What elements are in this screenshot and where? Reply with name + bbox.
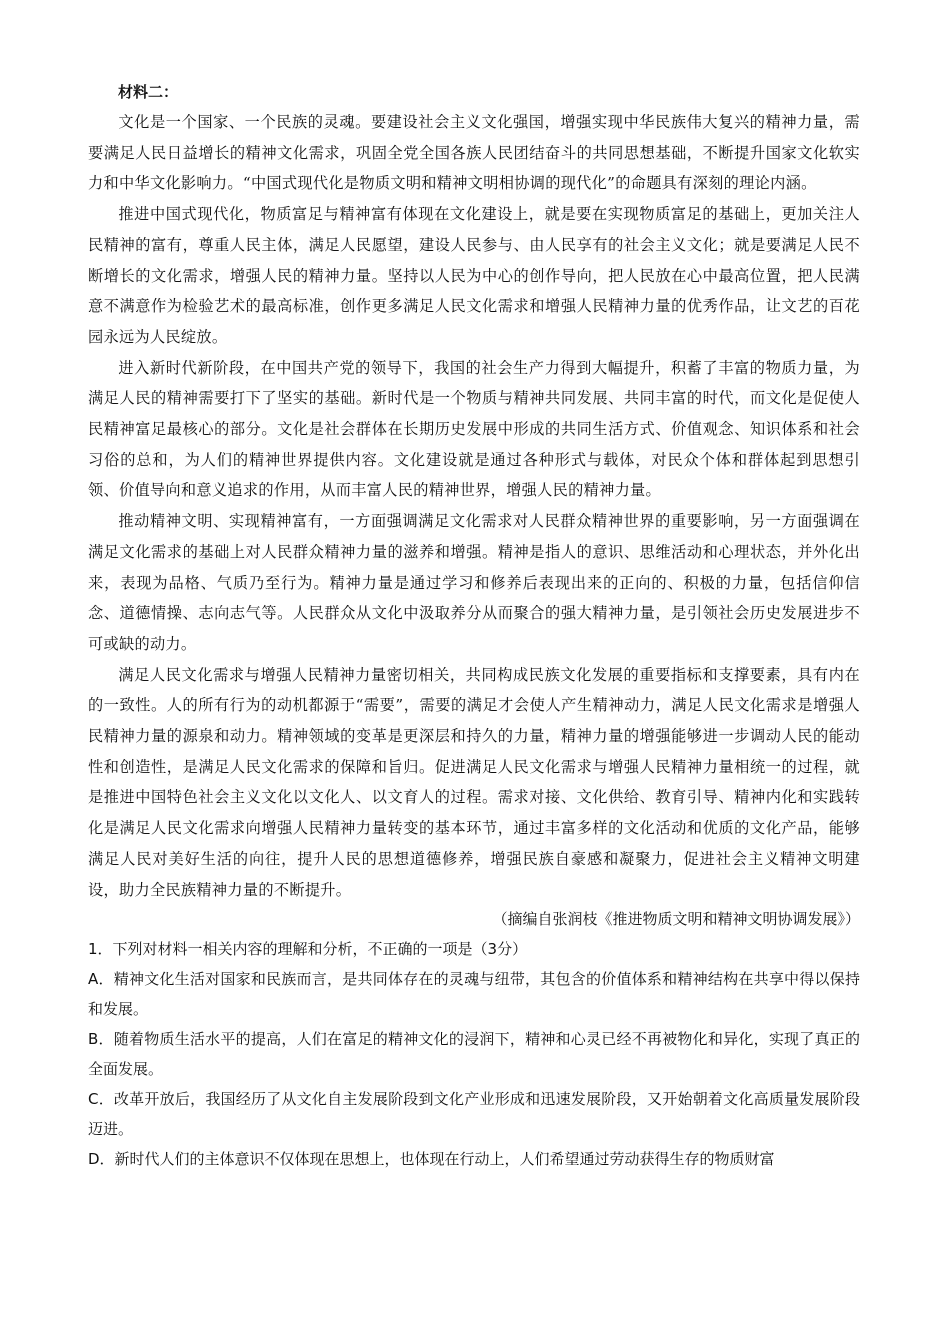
material-title: 材料二： (118, 83, 179, 101)
paragraph-5: 满足人民文化需求与增强人民精神力量密切相关，共同构成民族文化发展的重要指标和支撑要素，具有内在的一致性。人的所有行为的动机都源于“需要”，需要的满足才会使人产生精神动力，满足人民文化需求是增强人民精神力量的源泉和动力。精神领域的变革是更深层和持久的力量，精神力量的增强能够进一步调动人民的能动性和创造性，是满足人民文化需求的保障和旨归。促进满足人民文化需求与增强人民精神力量相统一的过程，就是推进中国特色社会主义文化以文化人、以文育人的过程。需求对接、文化供给、教育引导、精神内化和实践转化是满足人民文化需求向增强人民精神力量转变的基本环节，通过丰富多样的文化活动和优质的文化产品，能够满足人民对美好生活的向往，提升人民的思想道德修养，增强民族自豪感和凝聚力，促进社会主义精神文明建设，助力全民族精神力量的不断提升。 (88, 665, 860, 899)
paragraph-1: 文化是一个国家、一个民族的灵魂。要建设社会主义文化强国，增强实现中华民族伟大复兴的精神力量，需要满足人民日益增长的精神文化需求，巩固全党全国各族人民团结奋斗的共同思想基础，不断提升国家文化软实力和中华文化影响力。“中国式现代化是物质文明和精神文明相协调的现代化”的命题具有深刻的理论内涵。 (88, 113, 860, 193)
option-a: A．精神文化生活对国家和民族而言，是共同体存在的灵魂与纽带，其包含的价值体系和精神结构在共享中得以保持和发展。 (88, 970, 860, 1019)
option-c: C．改革开放后，我国经历了从文化自主发展阶段到文化产业形成和迅速发展阶段，又开始朝着文化高质量发展阶段迈进。 (88, 1090, 860, 1139)
document-page (88, 78, 860, 1174)
option-d: D．新时代人们的主体意识不仅体现在思想上，也体现在行动上，人们希望通过劳动获得生存的物质财富 (88, 1150, 775, 1169)
paragraph-4: 推动精神文明、实现精神富有，一方面强调满足文化需求对人民群众精神世界的重要影响，另一方面强调在满足文化需求的基础上对人民群众精神力量的滋养和增强。精神是指人的意识、思维活动和心理状态，并外化出来，表现为品格、气质乃至行为。精神力量是通过学习和修养后表现出来的正向的、积极的力量，包括信仰信念、道德情操、志向志气等。人民群众从文化中汲取养分从而聚合的强大精神力量，是引领社会历史发展进步不可或缺的动力。 (88, 512, 860, 653)
option-b: B．随着物质生活水平的提高，人们在富足的精神文化的浸润下，精神和心灵已经不再被物化和异化，实现了真正的全面发展。 (88, 1030, 860, 1079)
paragraph-2: 推进中国式现代化，物质富足与精神富有体现在文化建设上，就是要在实现物质富足的基础上，更加关注人民精神的富有，尊重人民主体，满足人民愿望，建设人民参与、由人民享有的社会主义文化；就是要满足人民不断增长的文化需求，增强人民的精神力量。坚持以人民为中心的创作导向，把人民放在心中最高位置，把人民满意不满意作为检验艺术的最高标准，创作更多满足人民文化需求和增强人民精神力量的优秀作品，让文艺的百花园永远为人民绽放。 (88, 205, 860, 346)
paragraph-3: 进入新时代新阶段，在中国共产党的领导下，我国的社会生产力得到大幅提升，积蓄了丰富的物质力量，为满足人民的精神需要打下了坚实的基础。新时代是一个物质与精神共同发展、共同丰富的时代，而文化是促使人民精神富足最核心的部分。文化是社会群体在长期历史发展中形成的共同生活方式、价值观念、知识体系和社会习俗的总和，为人们的精神世界提供内容。文化建设就是通过各种形式与载体，对民众个体和群体起到思想引领、价值导向和意义追求的作用，从而丰富人民的精神世界，增强人民的精神力量。 (88, 358, 860, 500)
question-block (88, 934, 860, 1174)
source-citation: （摘编自张润枝《推进物质文明和精神文明协调发展》） (492, 910, 860, 929)
question-stem: 1．下列对材料一相关内容的理解和分析，不正确的一项是（3分） (88, 940, 528, 959)
